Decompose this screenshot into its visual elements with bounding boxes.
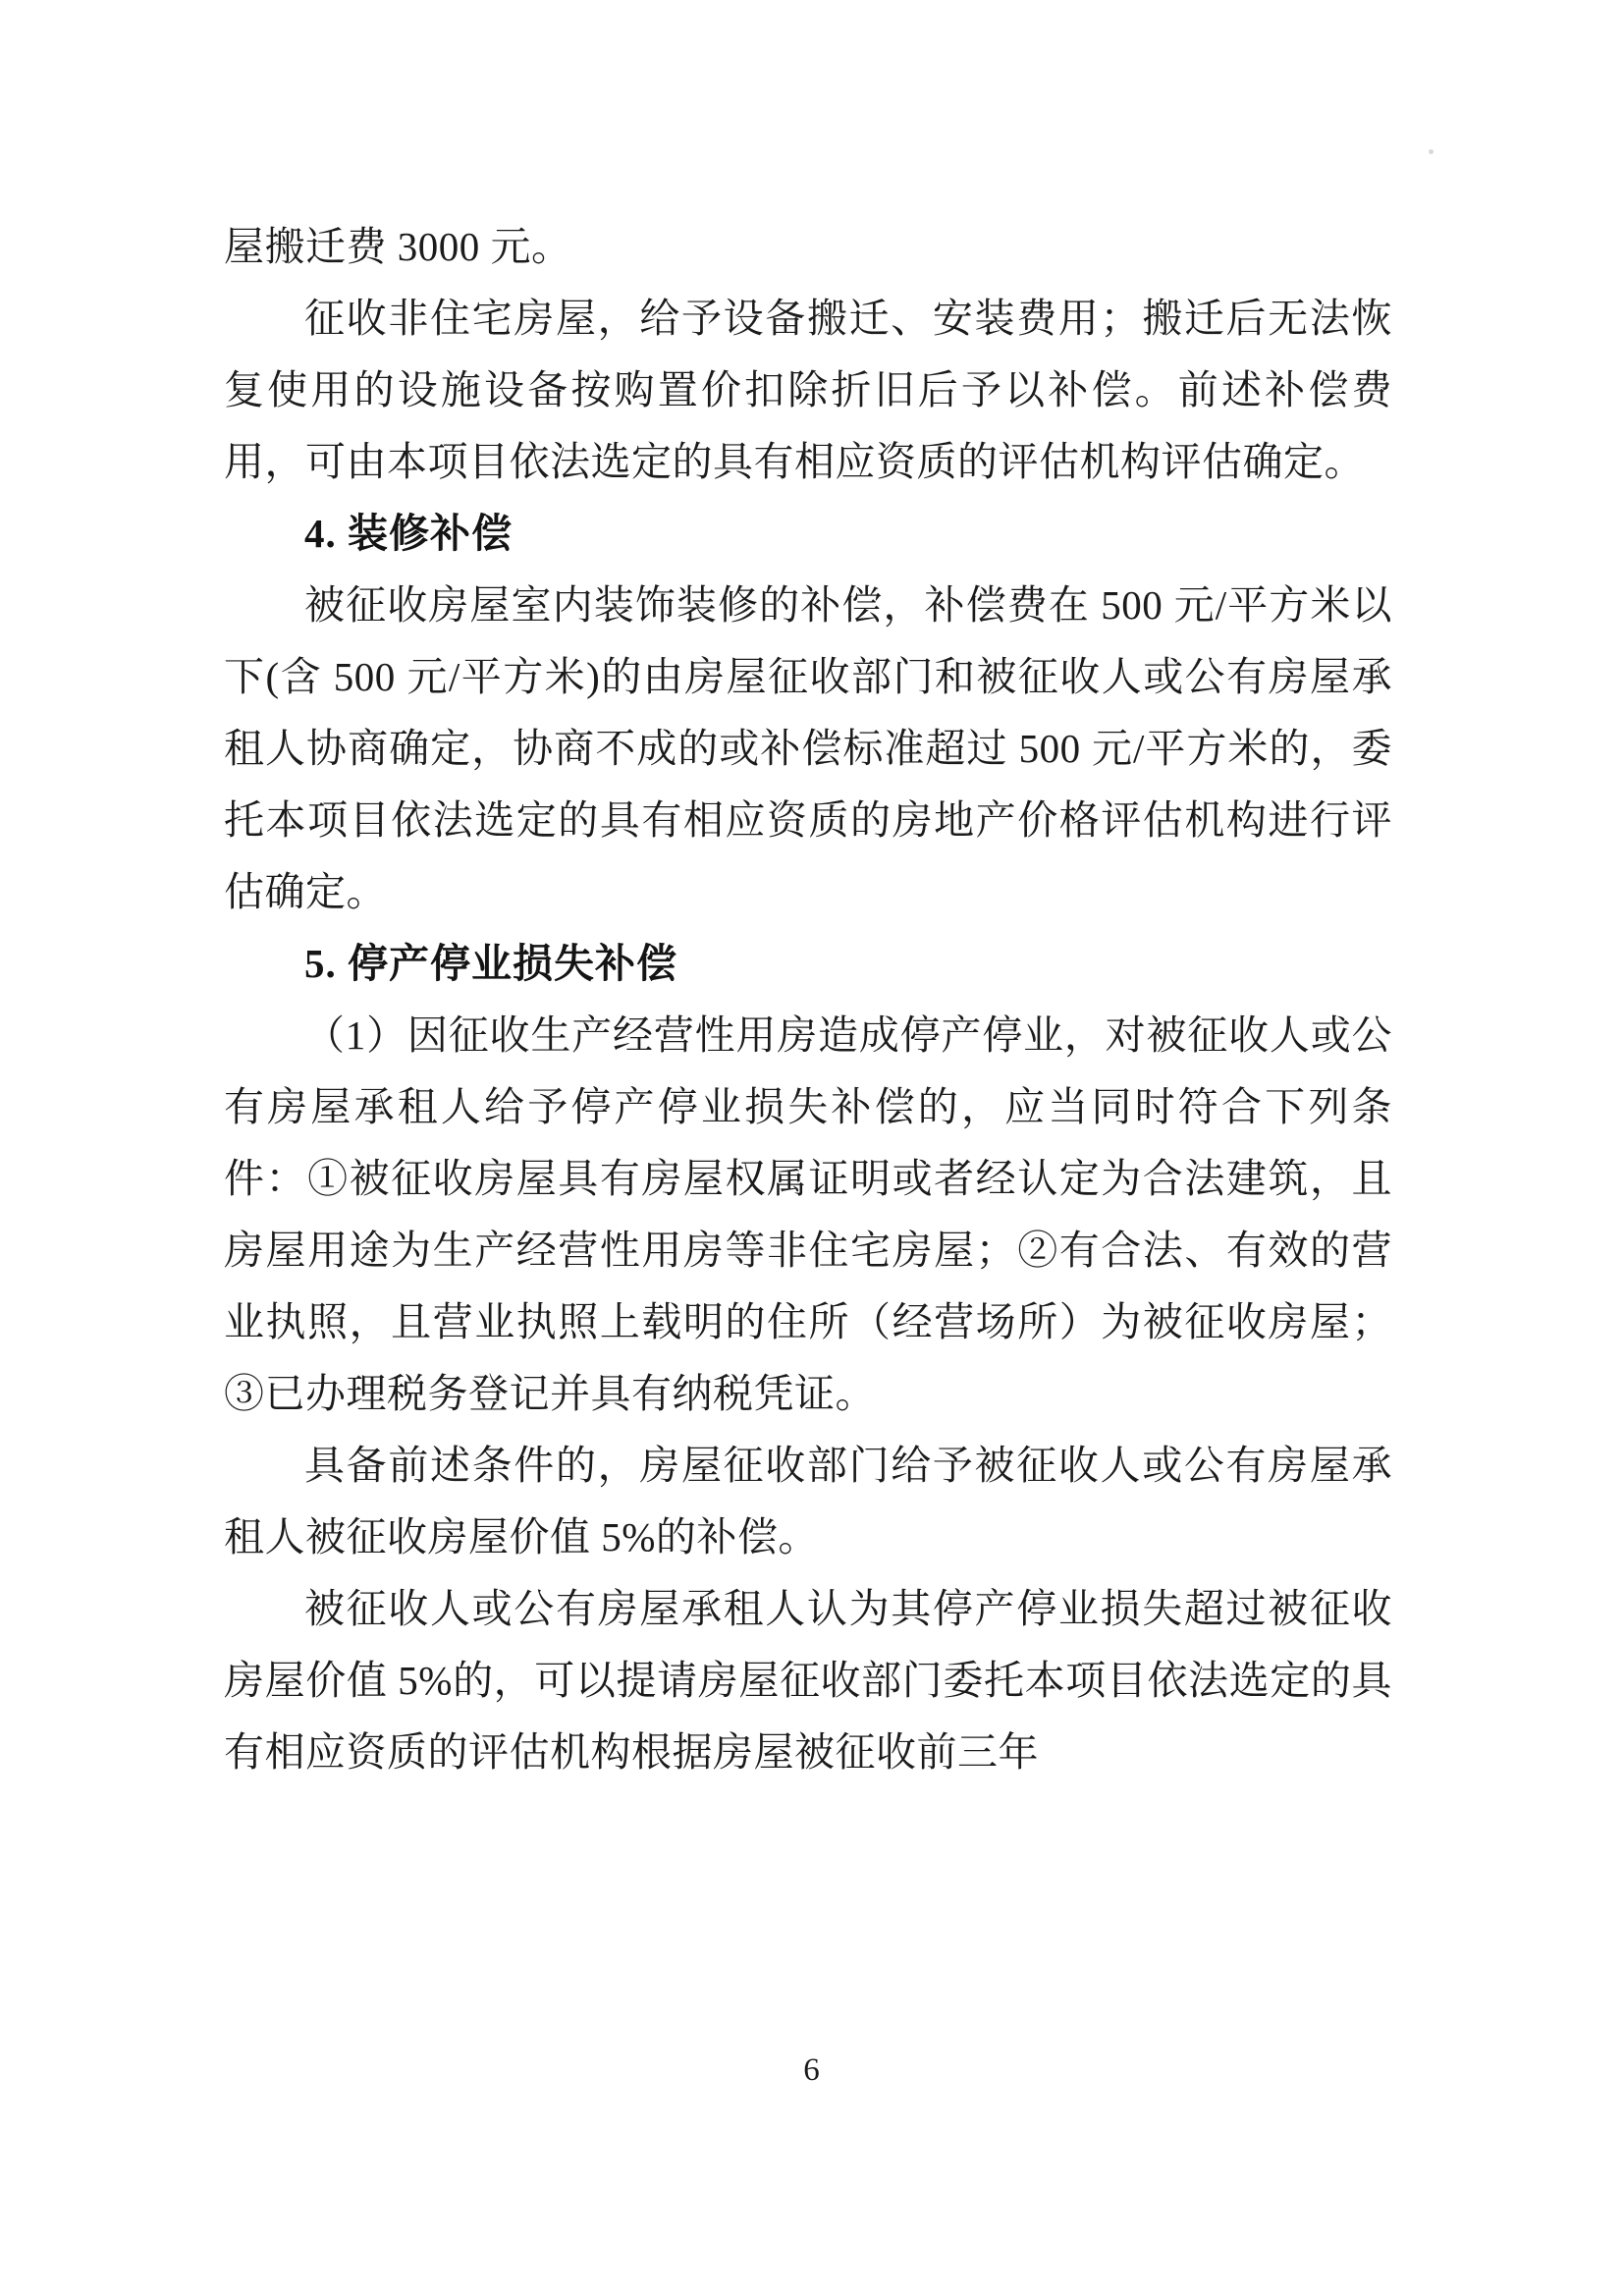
paragraph: 具备前述条件的，房屋征收部门给予被征收人或公有房屋承租人被征收房屋价值 5%的补偿。 <box>224 1443 1392 1559</box>
page-number: 6 <box>803 2052 820 2088</box>
section-heading: 5. 停产停业损失补偿 <box>304 941 677 986</box>
paragraph: 屋搬迁费 3000 元。 <box>224 224 572 269</box>
paragraph: 征收非住宅房屋，给予设备搬迁、安装费用；搬迁后无法恢复使用的设施设备按购置价扣除折旧后予以补偿。前述补偿费用，可由本项目依法选定的具有相应资质的评估机构评估确定。 <box>224 296 1392 484</box>
paper-speck <box>1429 149 1434 154</box>
document-body <box>224 211 1392 1788</box>
paragraph: （1）因征收生产经营性用房造成停产停业，对被征收人或公有房屋承租人给予停产停业损失补偿的，应当同时符合下列条件：①被征收房屋具有房屋权属证明或者经认定为合法建筑，且房屋用途为生产经营性用房等非住宅房屋；②有合法、有效的营业执照，且营业执照上载明的住所（经营场所）为被征收房屋；③已办理税务登记并具有纳税凭证。 <box>224 1012 1392 1416</box>
section-heading: 4. 装修补偿 <box>304 511 513 556</box>
paragraph: 被征收房屋室内装饰装修的补偿，补偿费在 500 元/平方米以下(含 500 元/平方米)的由房屋征收部门和被征收人或公有房屋承租人协商确定，协商不成的或补偿标准超过 500 元/平方米的，委托本项目依法选定的具有相应资质的房地产价格评估机构进行评估确定。 <box>224 582 1392 914</box>
paragraph: 被征收人或公有房屋承租人认为其停产停业损失超过被征收房屋价值 5%的，可以提请房屋征收部门委托本项目依法选定的具有相应资质的评估机构根据房屋被征收前三年 <box>224 1586 1392 1775</box>
